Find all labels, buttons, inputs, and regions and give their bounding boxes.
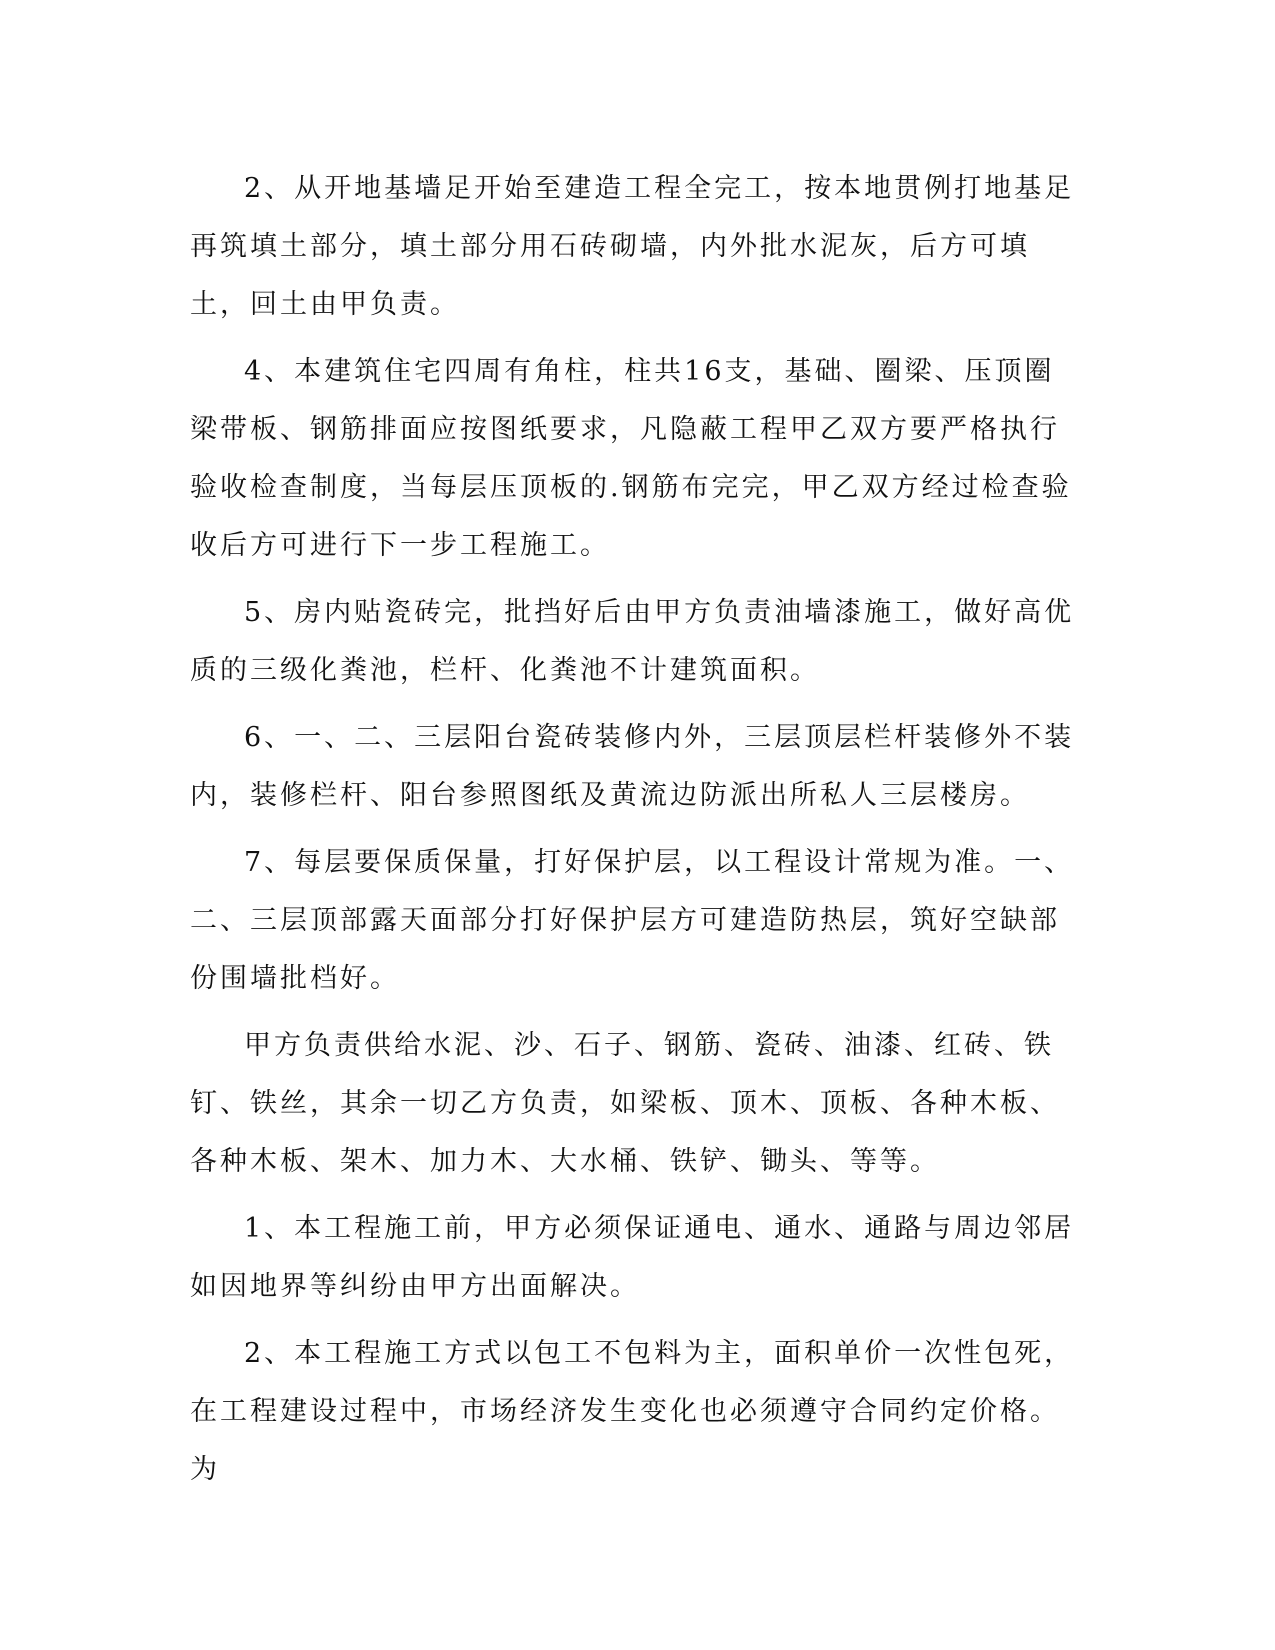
paragraph-materials: 甲方负责供给水泥、沙、石子、钢筋、瓷砖、油漆、红砖、铁钉、铁丝，其余一切乙方负责，如梁板、顶木、顶板、各种木板、各种木板、架木、加力木、大水桶、铁铲、锄头、等等。 [190,1030,1060,1177]
paragraph-balcony: 6、一、二、三层阳台瓷砖装修内外，三层顶层栏杆装修外不装内，装修栏杆、阳台参照图纸及黄流边防派出所私人三层楼房。 [190,722,1075,811]
paragraph-foundation: 2、从开地基墙足开始至建造工程全完工，按本地贯例打地基足再筑填土部分，填土部分用石砖砌墙，内外批水泥灰，后方可填土，回土由甲负责。 [190,173,1075,320]
paragraph-utilities: 1、本工程施工前，甲方必须保证通电、通水、通路与周边邻居如因地界等纠纷由甲方出面解决。 [190,1213,1075,1302]
paragraph-corner-columns: 4、本建筑住宅四周有角柱，柱共16支，基础、圈梁、压顶圈梁带板、钢筋排面应按图纸要求，凡隐蔽工程甲乙双方要严格执行验收检查制度，当每层压顶板的.钢筋布完完，甲乙双方经过检查验收后方可进行下一步工程施工。 [190,356,1072,561]
document-body [190,160,1080,1508]
paragraph-contract-method: 2、本工程施工方式以包工不包料为主，面积单价一次性包死，在工程建设过程中，市场经济发生变化也必须遵守合同约定价格。为 [190,1338,1075,1485]
paragraph-tiles-septic: 5、房内贴瓷砖完，批挡好后由甲方负责油墙漆施工，做好高优质的三级化粪池，栏杆、化粪池不计建筑面积。 [190,597,1075,686]
paragraph-quality: 7、每层要保质保量，打好保护层，以工程设计常规为准。一、二、三层顶部露天面部分打好保护层方可建造防热层，筑好空缺部份围墙批档好。 [190,847,1075,994]
